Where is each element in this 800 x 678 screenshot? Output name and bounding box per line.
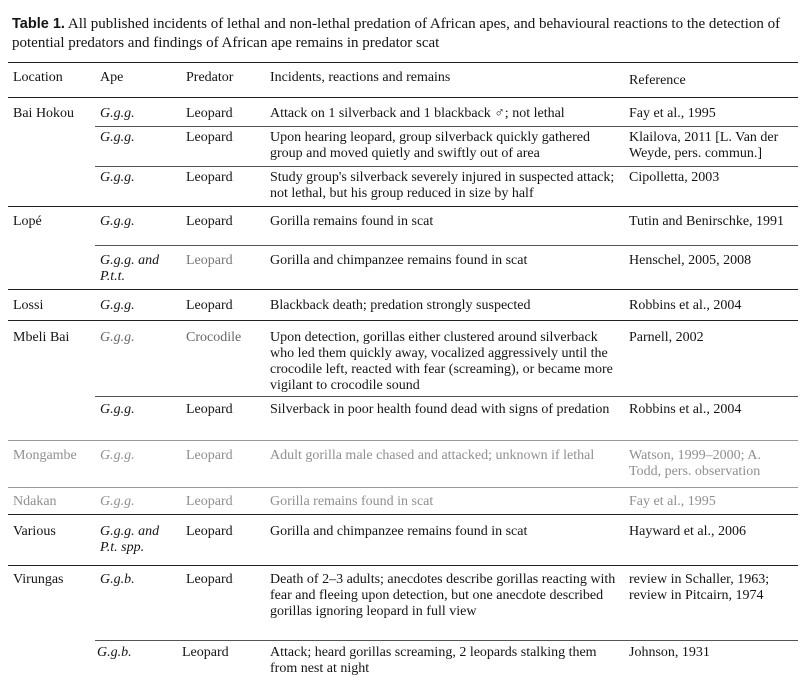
row-ape: G.g.b. bbox=[97, 645, 132, 660]
table-label: Table 1. bbox=[12, 16, 65, 32]
row-location: Lopé bbox=[13, 214, 42, 229]
row-predator: Leopard bbox=[186, 448, 233, 463]
caption-text: All published incidents of lethal and non-lethal predation of African apes, and behavioural reactions to the detection of potential predators and findings of African ape remains in predator scat bbox=[12, 16, 781, 51]
row-ape: G.g.g. and bbox=[100, 253, 160, 268]
row-predator: Leopard bbox=[186, 106, 233, 121]
row-predator: Leopard bbox=[186, 130, 233, 145]
row-reference: Robbins et al., 2004 bbox=[629, 402, 742, 417]
row-ape: G.g.g. and bbox=[100, 524, 160, 539]
row-ape-secondary: P.t.t. bbox=[100, 269, 126, 284]
group-divider bbox=[8, 289, 798, 290]
row-reference: Henschel, 2005, 2008 bbox=[629, 253, 752, 268]
row-divider bbox=[95, 166, 798, 167]
header-predator: Predator bbox=[186, 70, 234, 85]
row-predator: Leopard bbox=[186, 214, 233, 229]
row-predator: Crocodile bbox=[186, 330, 242, 345]
row-reference: Johnson, 1931 bbox=[629, 645, 710, 660]
row-predator: Leopard bbox=[186, 253, 233, 268]
row-ape: G.g.g. bbox=[100, 130, 135, 145]
row-ape: G.g.g. bbox=[100, 448, 135, 463]
header-location: Location bbox=[13, 70, 63, 85]
row-ape-secondary: P.t. spp. bbox=[100, 540, 145, 555]
row-incident: Silverback in poor health found dead with signs of predation bbox=[270, 402, 610, 417]
row-ape: G.g.g. bbox=[100, 106, 135, 121]
row-reference: Hayward et al., 2006 bbox=[629, 524, 747, 539]
group-divider bbox=[8, 487, 798, 488]
table-caption bbox=[12, 15, 797, 53]
row-incident: Death of 2–3 adults; anecdotes describe gorillas reacting with fear and fleeing upon detection, but one anecdote described gorillas ignoring leopard in full view bbox=[270, 572, 616, 619]
group-divider bbox=[8, 514, 798, 515]
row-location: Virungas bbox=[13, 572, 64, 587]
row-incident: Attack; heard gorillas screaming, 2 leopards stalking them from nest at night bbox=[270, 645, 597, 676]
row-ape: G.g.g. bbox=[100, 330, 135, 345]
top-rule bbox=[8, 62, 798, 63]
group-divider bbox=[8, 206, 798, 207]
row-incident: Gorilla remains found in scat bbox=[270, 494, 434, 509]
row-incident: Upon hearing leopard, group silverback quickly gathered group and moved quietly and swiftly out of area bbox=[270, 130, 590, 161]
row-incident: Attack on 1 silverback and 1 blackback ♂; not lethal bbox=[270, 106, 565, 121]
row-location: Ndakan bbox=[13, 494, 57, 509]
row-reference: review in Schaller, 1963; review in Pitcairn, 1974 bbox=[629, 572, 770, 603]
row-divider bbox=[95, 245, 798, 246]
row-predator: Leopard bbox=[186, 298, 233, 313]
row-location: Mongambe bbox=[13, 448, 77, 463]
row-incident: Blackback death; predation strongly suspected bbox=[270, 298, 531, 313]
row-divider bbox=[95, 640, 798, 641]
row-reference: Klailova, 2011 [L. Van der Weyde, pers. commun.] bbox=[629, 130, 779, 161]
row-ape: G.g.g. bbox=[100, 494, 135, 509]
row-predator: Leopard bbox=[186, 402, 233, 417]
row-reference: Tutin and Benirschke, 1991 bbox=[629, 214, 785, 229]
row-incident: Adult gorilla male chased and attacked; unknown if lethal bbox=[270, 448, 595, 463]
group-divider bbox=[8, 440, 798, 441]
row-predator: Leopard bbox=[186, 572, 233, 587]
row-reference: Fay et al., 1995 bbox=[629, 494, 716, 509]
row-divider bbox=[95, 396, 798, 397]
row-incident: Upon detection, gorillas either clustered around silverback who led them quickly away, vocalized aggressively until the crocodile left, reacted with fear (screaming), or became more vigilant to crocodile sound bbox=[270, 330, 613, 393]
row-incident: Gorilla and chimpanzee remains found in scat bbox=[270, 524, 528, 539]
header-rule bbox=[8, 97, 798, 98]
row-location: Various bbox=[13, 524, 56, 539]
row-incident: Gorilla and chimpanzee remains found in scat bbox=[270, 253, 528, 268]
group-divider bbox=[8, 320, 798, 321]
row-divider bbox=[95, 126, 798, 127]
row-location: Lossi bbox=[13, 298, 44, 313]
header-ape: Ape bbox=[100, 70, 124, 85]
row-reference: Robbins et al., 2004 bbox=[629, 298, 742, 313]
row-reference: Watson, 1999–2000; A. Todd, pers. observation bbox=[629, 448, 761, 479]
row-predator: Leopard bbox=[186, 494, 233, 509]
row-predator: Leopard bbox=[186, 524, 233, 539]
row-ape: G.g.g. bbox=[100, 170, 135, 185]
row-reference: Cipolletta, 2003 bbox=[629, 170, 720, 185]
row-ape: G.g.g. bbox=[100, 298, 135, 313]
row-predator: Leopard bbox=[186, 170, 233, 185]
row-ape: G.g.g. bbox=[100, 214, 135, 229]
row-location: Mbeli Bai bbox=[13, 330, 70, 345]
row-reference: Fay et al., 1995 bbox=[629, 106, 716, 121]
header-reference: Reference bbox=[629, 73, 686, 88]
header-incidents: Incidents, reactions and remains bbox=[270, 70, 451, 85]
row-incident: Gorilla remains found in scat bbox=[270, 214, 434, 229]
row-predator: Leopard bbox=[182, 645, 229, 660]
row-reference: Parnell, 2002 bbox=[629, 330, 704, 345]
group-divider bbox=[8, 565, 798, 566]
row-incident: Study group's silverback severely injured in suspected attack; not lethal, but his group reduced in size by half bbox=[270, 170, 615, 201]
row-location: Bai Hokou bbox=[13, 106, 75, 121]
row-ape: G.g.g. bbox=[100, 402, 135, 417]
row-ape: G.g.b. bbox=[100, 572, 135, 587]
